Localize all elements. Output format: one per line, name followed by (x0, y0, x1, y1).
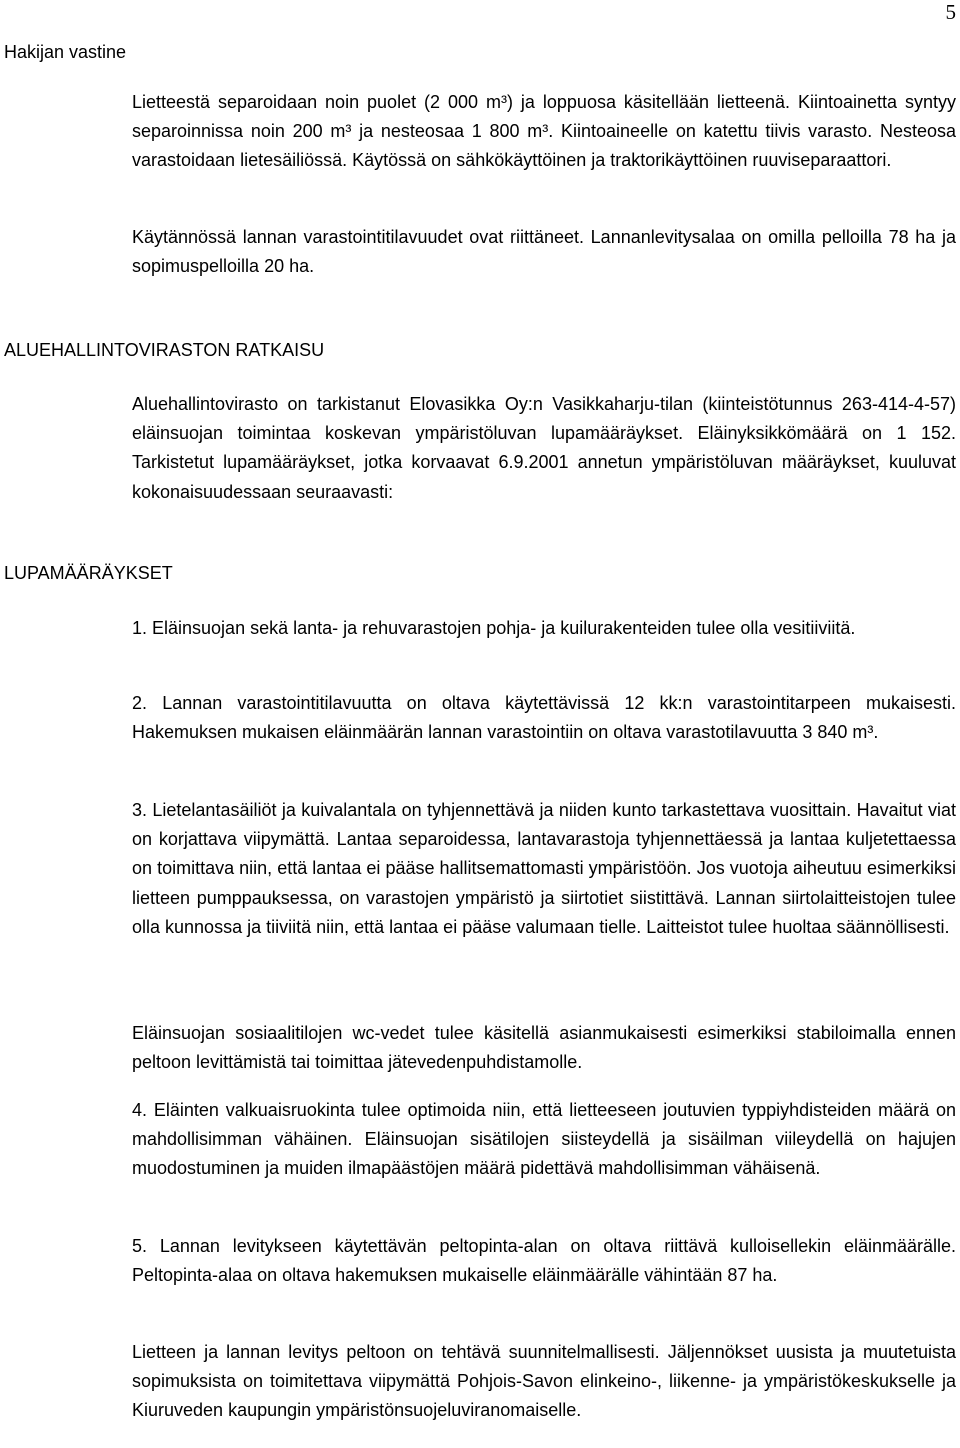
permit-item-5-continued: Lietteen ja lannan levitys peltoon on tehtävä suunnitelmallisesti. Jäljennökset uusista ja muutetuista sopimuksista on toimitettava viipymättä Pohjois-Savon elinkeino-, liikenne- ja ympäristökeskukselle ja Kiuruveden kaupungin ympäristönsuojeluviranomaiselle. (132, 1342, 956, 1421)
permit-item-3-continued: Eläinsuojan sosiaalitilojen wc-vedet tulee käsitellä asianmukaisesti esimerkiksi stabiloimalla ennen peltoon levittämistä tai toimittaa jätevedenpuhdistamolle. (132, 1023, 956, 1073)
permit-item-2: 2. Lannan varastointitilavuutta on oltava käytettävissä 12 kk:n varastointitarpeen mukaisesti. Hakemuksen mukaisen eläinmäärän lannan varastointiin on oltava varastotilavuutta 3 840 m³. (132, 693, 956, 743)
intro-paragraph: Lietteestä separoidaan noin puolet (2 000 m³) ja loppuosa käsitellään lietteenä. Kiintoainetta syntyy separoinnissa noin 200 m³ ja nesteosaa 1 800 m³. Kiintoaineelle on katettu tiivis varasto. Nesteosa varastoidaan lietesäiliössä. Käytössä on sähkökäyttöinen ja traktorikäyttöinen ruuviseparaattori. (132, 92, 956, 171)
decision-paragraph: Aluehallintovirasto on tarkistanut Elovasikka Oy:n Vasikkaharju-tilan (kiinteistötunnus 263-414-4-57) eläinsuojan toimintaa koskevan ympäristöluvan lupamääräykset. Eläinyksikkömäärä on 1 152. Tarkistetut lupamääräykset, jotka korvaavat 6.9.2001 annetun ympäristöluvan määräykset, kuuluvat kokonaisuudessaan seuraavasti: (132, 394, 956, 502)
page-number: 5 (945, 0, 956, 24)
header-label: Hakijan vastine (4, 42, 127, 62)
permit-item-4: 4. Eläinten valkuaisruokinta tulee optimoida niin, että lietteeseen joutuvien typpiyhdisteiden määrä on mahdollisimman vähäinen. Eläinsuojan sisätilojen siisteydellä ja sisäilman viileydellä on hajujen muodostuminen ja muiden ilmapäästöjen määrä pidettävä mahdollisimman vähäisenä. (132, 1100, 956, 1179)
intro-paragraph: Käytännössä lannan varastointitilavuudet ovat riittäneet. Lannanlevitysalaa on omilla pelloilla 78 ha ja sopimuspelloilla 20 ha. (132, 227, 956, 277)
permit-heading: LUPAMÄÄRÄYKSET (4, 563, 173, 583)
permit-item-3: 3. Lietelantasäiliöt ja kuivalantala on tyhjennettävä ja niiden kunto tarkastettava vuosittain. Havaitut viat on korjattava viipymättä. Lantaa separoidessa, lantavarastoja tyhjennettäessä ja lantaa kuljetettaessa on toimittava niin, että lantaa ei pääse hallitsemattomasti ympäristöön. Jos vuotoja aiheutuu esimerkiksi lietteen pumppauksessa, on varastojen ympäristö ja siirtotiet siistittävä. Lannan siirtolaitteistojen tulee olla kunnossa ja tiiviitä niin, että lantaa ei pääse valumaan tielle. Laitteistot tulee huoltaa säännöllisesti. (132, 800, 956, 937)
decision-heading: ALUEHALLINTOVIRASTON RATKAISU (4, 340, 325, 360)
permit-item-5: 5. Lannan levitykseen käytettävän peltopinta-alan on oltava riittävä kulloisellekin eläinmäärälle. Peltopinta-alaa on oltava hakemuksen mukaiselle eläinmäärälle vähintään 87 ha. (132, 1236, 956, 1286)
permit-item-1: 1. Eläinsuojan sekä lanta- ja rehuvarastojen pohja- ja kuilurakenteiden tulee olla vesitiiviitä. (132, 618, 856, 638)
